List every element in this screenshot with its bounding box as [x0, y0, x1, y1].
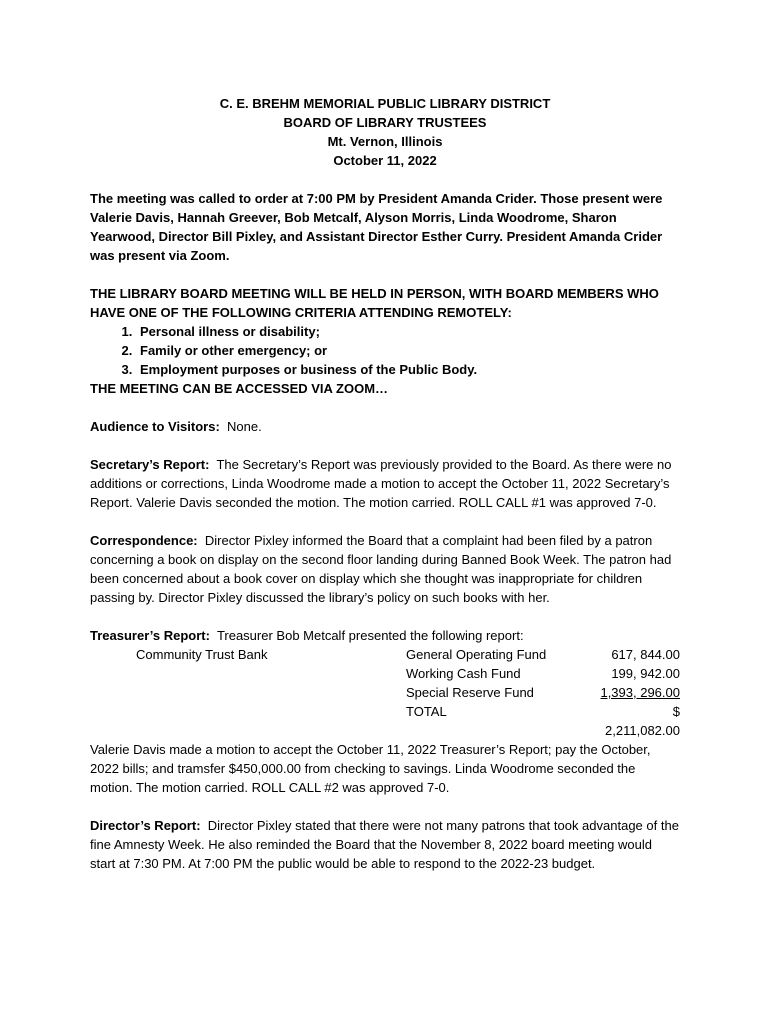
opening-paragraph: The meeting was called to order at 7:00 PM by President Amanda Crider. Those present were Valerie Davis, Hannah Greever, Bob Metcalf, Alyson Morris, Linda Woodrome, Sharon Yearwood, Director Bill Pixley, and Assistant Director Esther Curry. President Amanda Crider was present via Zoom.: [90, 191, 663, 263]
criteria-item: 3. Employment purposes or business of the Public Body.: [136, 360, 680, 379]
criteria-list: [90, 322, 680, 379]
treasurer-motion: Valerie Davis made a motion to accept the October 11, 2022 Treasurer’s Report; pay the October, 2022 bills; and tramsfer $450,000.00 from checking to savings. Linda Woodrome seconded the motion. The motion carried. ROLL CALL #2 was approved 7-0.: [90, 742, 651, 795]
audience-section: [90, 417, 680, 436]
bank-name: Community Trust Bank: [136, 647, 268, 662]
audience-label: Audience to Visitors:: [90, 419, 220, 434]
library-name: C. E. BREHM MEMORIAL PUBLIC LIBRARY DISTRICT: [219, 96, 551, 111]
board-name: BOARD OF LIBRARY TRUSTEES: [283, 115, 487, 130]
secretary-text: The Secretary’s Report was previously provided to the Board. As there were no additions or corrections, Linda Woodrome made a motion to accept the October 11, 2022 Secretary’s Report. Valerie Davis seconded the motion. The motion carried. ROLL CALL #1 was approved 7-0.: [90, 457, 672, 510]
document-header: [90, 94, 680, 170]
fund-name: Working Cash Fund: [406, 666, 521, 681]
treasurer-section: [90, 626, 680, 797]
treasurer-intro-line: [90, 626, 680, 645]
table-row: [90, 683, 680, 702]
correspondence-label: Correspondence:: [90, 533, 198, 548]
location: Mt. Vernon, Illinois: [327, 134, 443, 149]
secretary-label: Secretary’s Report:: [90, 457, 210, 472]
fund-table: [90, 645, 680, 740]
correspondence-section: [90, 531, 680, 607]
treasurer-intro: Treasurer Bob Metcalf presented the following report:: [216, 628, 524, 643]
remote-attendance-notice: [90, 284, 680, 398]
notice-closing: THE MEETING CAN BE ACCESSED VIA ZOOM…: [90, 381, 389, 396]
criteria-item: 1. Personal illness or disability;: [136, 322, 680, 341]
treasurer-label: Treasurer’s Report:: [90, 628, 210, 643]
director-label: Director’s Report:: [90, 818, 201, 833]
fund-name: Special Reserve Fund: [406, 685, 534, 700]
director-section: [90, 816, 680, 873]
table-row: [90, 664, 680, 683]
notice-intro: THE LIBRARY BOARD MEETING WILL BE HELD IN PERSON, WITH BOARD MEMBERS WHO HAVE ONE OF THE FOLLOWING CRITERIA ATTENDING REMOTELY:: [90, 286, 659, 320]
fund-amount: 1,393, 296.00: [600, 685, 680, 700]
table-row: [90, 702, 680, 740]
director-text: Director Pixley stated that there were not many patrons that took advantage of the fine Amnesty Week. He also reminded the Board that the November 8, 2022 board meeting would start at 7:30 PM. At 7:00 PM the public would be able to respond to the 2022-23 budget.: [90, 818, 679, 871]
fund-name: General Operating Fund: [406, 647, 547, 662]
fund-amount: $ 2,211,082.00: [605, 704, 680, 738]
secretary-section: [90, 455, 680, 512]
correspondence-text: Director Pixley informed the Board that a complaint had been filed by a patron concerning a book on display on the second floor landing during Banned Book Week. The patron had been concerned about a book cover on display which she thought was inappropriate for children passing by. Director Pixley discussed the library’s policy on such books with her.: [90, 533, 672, 605]
meeting-date: October 11, 2022: [333, 153, 437, 168]
criteria-item: 2. Family or other emergency; or: [136, 341, 680, 360]
fund-name: TOTAL: [406, 704, 447, 719]
fund-amount: 617, 844.00: [611, 647, 680, 662]
table-row: [90, 645, 680, 664]
audience-text: None.: [227, 419, 262, 434]
fund-amount: 199, 942.00: [611, 666, 680, 681]
